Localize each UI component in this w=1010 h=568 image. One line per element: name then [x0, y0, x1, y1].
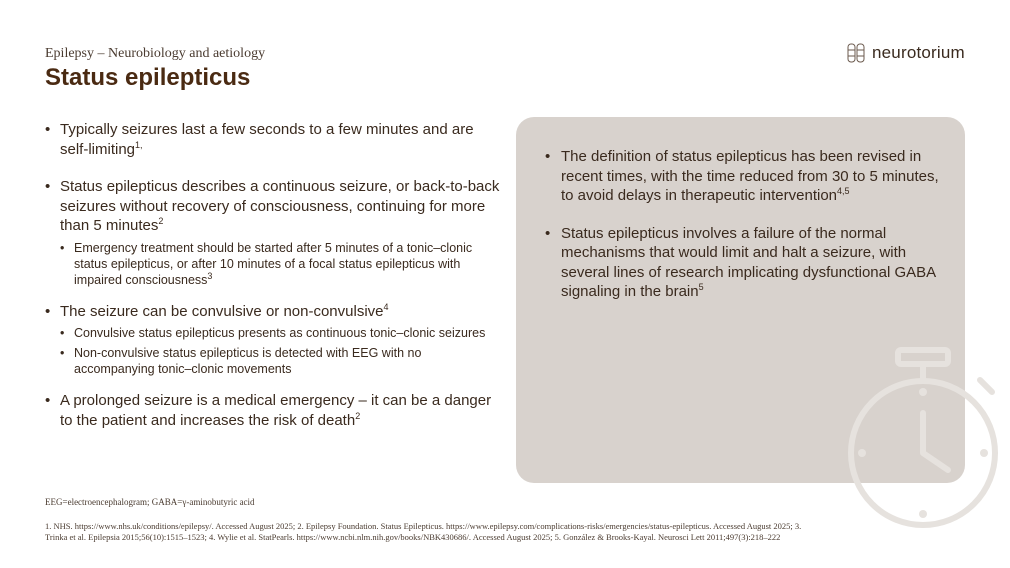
- reference-sup: 4,5: [837, 186, 850, 196]
- reference-sup: 2: [158, 216, 164, 226]
- reference-sup: 4: [383, 301, 389, 312]
- sub-bullet-convulsive: [60, 325, 505, 341]
- abbreviations: EEG=electroencephalogram; GABA=γ-aminobutyric acid: [45, 497, 255, 507]
- bullet-convulsive: [45, 302, 505, 378]
- sub-bullet-non-convulsive: [60, 345, 505, 377]
- reference-sup: 1,: [135, 139, 143, 150]
- bullet-text: Status epilepticus describes a continuous seizure, or back-to-back seizures without recovery of consciousness, continuing for more than 5 minutes: [60, 178, 500, 234]
- brand-logo: [846, 42, 965, 64]
- left-column: [45, 120, 505, 430]
- brain-logo-icon: [846, 42, 866, 64]
- bullet-revised-definition: [545, 147, 940, 206]
- reference-sup: 3: [207, 270, 213, 281]
- bullet-text: A prolonged seizure is a medical emergency – it can be a danger to the patient and increases the risk of death: [60, 392, 492, 429]
- right-column: [545, 147, 940, 302]
- references: 1. NHS. https://www.nhs.uk/conditions/epilepsy/. Accessed August 2025; 2. Epilepsy Foundation. Status Epilepticus. https://www.epilepsy.com/complications-risks/emergencies/status-epilepticus. Accessed August 2025; 3. Trinka et al. Epilepsia 2015;56(10):1515–1523; 4. Wylie et al. StatPearls. https://www.ncbi.nlm.nih.gov/books/NBK430686/. Accessed August 2025; 5. González & Brooks-Kayal. Neurosci Lett 2011;497(3):218–222: [45, 521, 802, 542]
- bullet-text: Convulsive status epilepticus presents as continuous tonic–clonic seizures: [74, 326, 486, 340]
- reference-sup: 5: [698, 282, 704, 292]
- bullet-text: Typically seizures last a few seconds to a few minutes and are self-limiting: [60, 121, 474, 158]
- bullet-text: Emergency treatment should be started after 5 minutes of a tonic–clonic status epilepticus, or after 10 minutes of a focal status epilepticus with impaired consciousness: [74, 240, 473, 287]
- bullet-text: Status epilepticus involves a failure of the normal mechanisms that would limit and halt a seizure, with several lines of research implicating dysfunctional GABA signaling in the brain: [561, 224, 936, 300]
- bullet-text: The definition of status epilepticus has been revised in recent times, with the time reduced from 30 to 5 minutes, to avoid delays in therapeutic intervention: [561, 148, 939, 204]
- bullet-definition: [45, 177, 505, 288]
- bullet-text: Non-convulsive status epilepticus is detected with EEG with no accompanying tonic–clonic movements: [74, 346, 422, 376]
- reference-sup: 2: [355, 410, 361, 421]
- bullet-self-limiting: [45, 120, 505, 159]
- bullet-text: The seizure can be convulsive or non-convulsive: [60, 302, 384, 320]
- bullet-medical-emergency: [45, 391, 505, 430]
- sub-bullet-emergency-treatment: [60, 240, 505, 288]
- stopwatch-icon: [840, 340, 1010, 568]
- section-subtitle: Epilepsy – Neurobiology and aetiology: [45, 46, 266, 61]
- logo-text: neurotorium: [872, 43, 965, 62]
- bullet-gaba-failure: [545, 224, 940, 302]
- page-title: Status epilepticus: [45, 64, 251, 91]
